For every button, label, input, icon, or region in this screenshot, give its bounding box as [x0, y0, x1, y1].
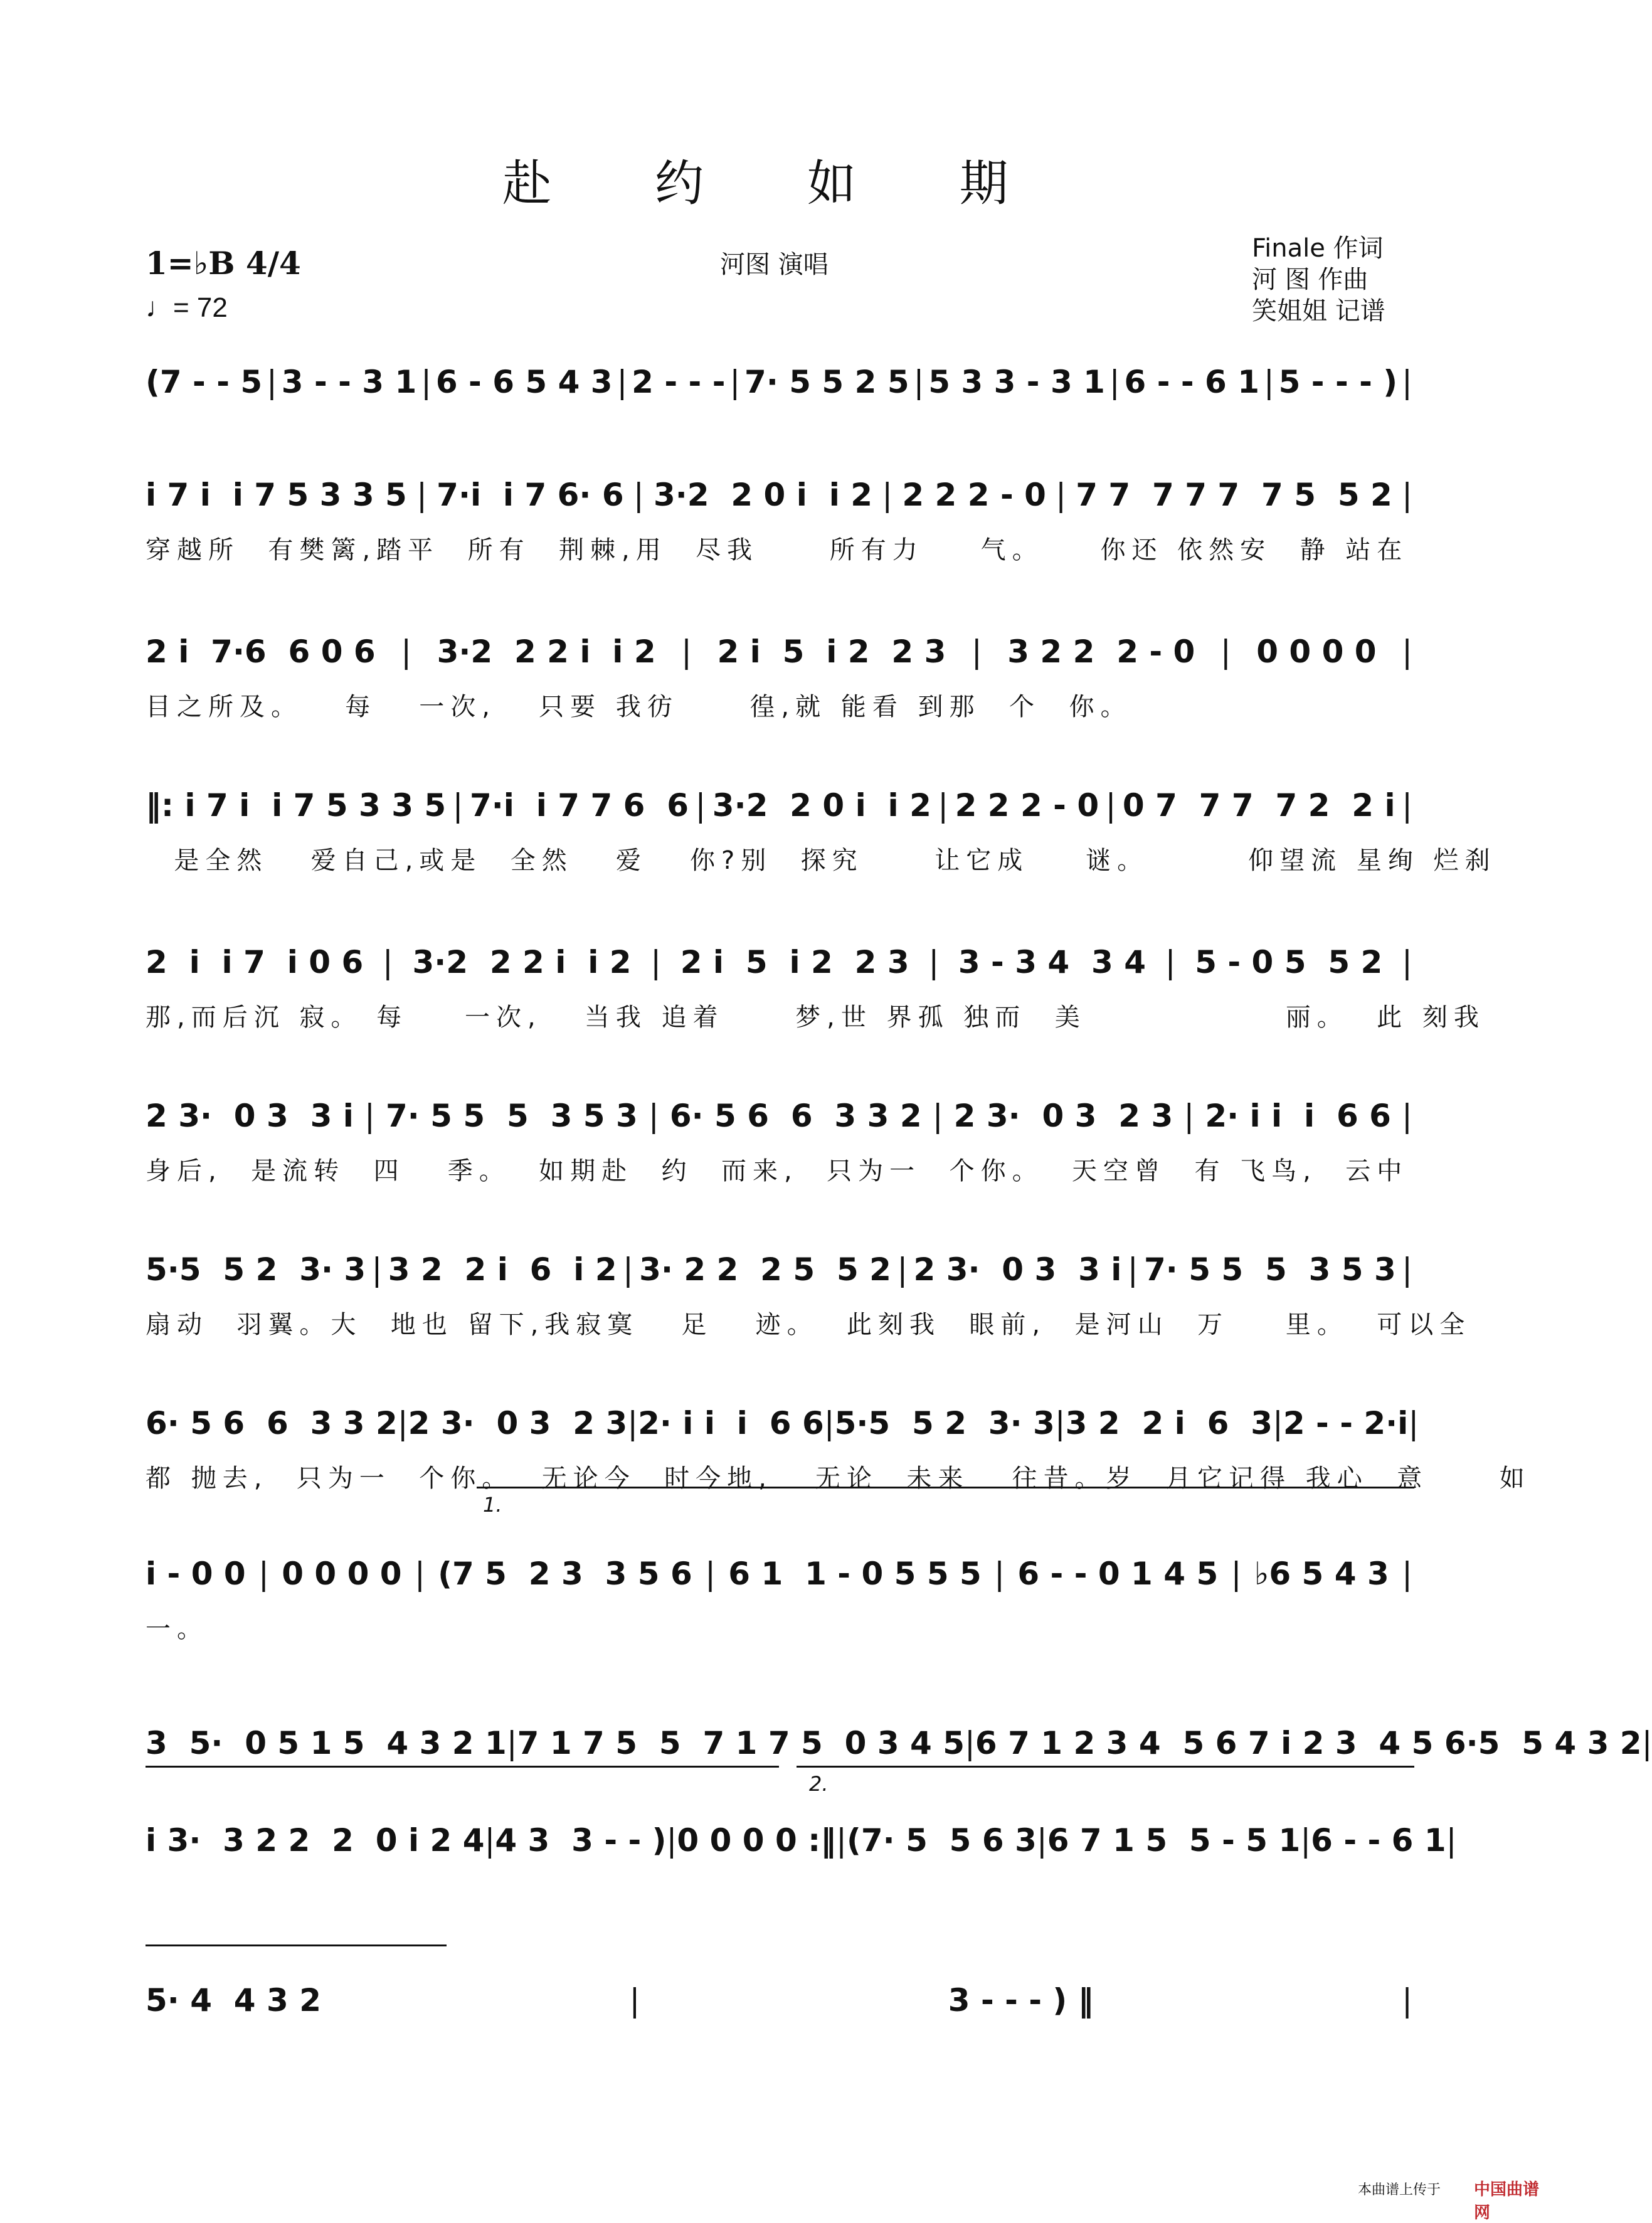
singer-credit: 河图 演唱 — [720, 250, 829, 279]
lyricist-credit: Finale 作词 — [1252, 234, 1384, 263]
bar-line: | — [1402, 787, 1412, 824]
bar-line: | — [1408, 1405, 1419, 1441]
bar-line: | — [971, 634, 982, 670]
measure: 2 3· 0 3 2 3 — [408, 1405, 628, 1441]
bar-line: | — [364, 1098, 375, 1134]
lyric-line: 那,而后沉 寂。 每 一次, 当我 追着 梦,世 界孤 独而 美 丽。 此 刻我 — [146, 1003, 1485, 1032]
bar-line: | — [1127, 1251, 1138, 1288]
measure: 2 i 7·6 6 0 6 — [146, 634, 376, 670]
notation-line — [146, 1556, 1412, 1592]
measure: 2· i i i 6 6 — [638, 1405, 824, 1441]
measure: 2 - - 2·i — [1283, 1405, 1409, 1441]
bar-line: | — [823, 1405, 835, 1441]
measure: ♭6 5 4 3 — [1254, 1556, 1389, 1592]
bar-line: | — [1402, 1982, 1412, 2019]
measure: 3 - - 3 1 — [281, 364, 417, 400]
notation-line — [146, 787, 1412, 824]
lyric-line: 一。 — [146, 1615, 208, 1643]
bar-line: | — [371, 1251, 383, 1288]
measure: i 3· 3 2 2 2 0 i 2 4 — [146, 1822, 485, 1859]
bar-line: | — [1263, 364, 1274, 400]
bar-line: | — [1036, 1822, 1047, 1859]
bar-line: | — [629, 1982, 640, 2019]
measure: 5 - - - ) — [1278, 364, 1398, 400]
measure: 2 2 2 - 0 — [902, 477, 1046, 513]
notation-line — [146, 1098, 1412, 1134]
bar-line: | — [1231, 1556, 1242, 1592]
bar-line: | — [1446, 1822, 1457, 1859]
bar-line: | — [1402, 477, 1412, 513]
bar-line: | — [1054, 1405, 1066, 1441]
volta-2-bracket-continued — [146, 1944, 447, 1946]
measure: (7· 5 5 6 3 — [847, 1822, 1037, 1859]
measure: 0 7 7 7 7 2 2 i — [1122, 787, 1395, 824]
volta-1-label: 1. — [483, 1493, 502, 1517]
volta-2-label: 2. — [809, 1772, 829, 1796]
measure: 3 - 3 4 3 4 — [958, 944, 1146, 980]
bar-line: | — [932, 1098, 943, 1134]
measure: (7 5 2 3 3 5 6 — [438, 1556, 692, 1592]
bar-line: | — [1300, 1822, 1311, 1859]
measure: 6 1 1 - 0 5 5 5 — [728, 1556, 982, 1592]
bar-line: | — [1165, 944, 1176, 980]
notation-line — [146, 1725, 1652, 1761]
bar-line: | — [267, 364, 277, 400]
measure: 2 i 5 i 2 2 3 — [717, 634, 946, 670]
bar-line: | — [1220, 634, 1231, 670]
bar-line: | — [633, 477, 644, 513]
measure: 2 i 5 i 2 2 3 — [680, 944, 909, 980]
volta-1-bracket-continued — [146, 1766, 779, 1768]
measure: 2 3· 0 3 3 i — [146, 1098, 354, 1134]
measure: 7· 5 5 5 3 5 3 — [385, 1098, 638, 1134]
bar-line: | — [627, 1405, 638, 1441]
bar-line: | — [1402, 634, 1412, 670]
bar-line: | — [622, 1251, 633, 1288]
site-logo: 中国曲谱网 — [1474, 2180, 1540, 2222]
volta-2-bracket — [797, 1766, 1414, 1768]
bar-line: | — [938, 787, 949, 824]
measure: 6 7 1 5 5 - 5 1 — [1047, 1822, 1301, 1859]
measure: 2 2 2 - 0 — [955, 787, 1099, 824]
bar-line: | — [666, 1822, 677, 1859]
measure: 2 - - - — [632, 364, 726, 400]
bar-line: | — [1402, 1251, 1412, 1288]
upload-note: 本曲谱上传于 — [1358, 2182, 1441, 2198]
bar-line: | — [913, 364, 924, 400]
notation-line — [146, 1405, 1419, 1441]
measure: 3 2 2 i 6 3 — [1065, 1405, 1273, 1441]
measure: 3·2 2 0 i i 2 — [712, 787, 931, 824]
bar-line: | — [1183, 1098, 1195, 1134]
measure: i 7 i i 7 5 3 3 5 — [146, 477, 407, 513]
measure: 0 0 0 0 — [282, 1556, 402, 1592]
bar-line: | — [1105, 787, 1116, 824]
measure: 5·5 5 2 3· 3 — [146, 1251, 366, 1288]
lyric-line: 扇动 羽翼。大 地也 留下,我寂寞 足 迹。 此刻我 眼前, 是河山 万 里。 可以全 — [146, 1310, 1471, 1339]
bar-line: | — [882, 477, 893, 513]
notation-line — [146, 634, 1412, 670]
bar-line: | — [421, 364, 432, 400]
bar-line: | — [506, 1725, 517, 1761]
bar-line: | — [1109, 364, 1120, 400]
page-title: 赴 约 如 期 — [502, 156, 1052, 212]
measure: 7 1 7 5 5 7 1 7 5 0 3 4 5 — [517, 1725, 965, 1761]
measure: 6 - 6 5 4 3 — [435, 364, 613, 400]
measure: 5· 4 4 3 2 — [146, 1982, 321, 2019]
bar-line: | — [1402, 1098, 1412, 1134]
measure: 6 - - 6 1 — [1311, 1822, 1446, 1859]
measure: 3·2 2 2 i i 2 — [437, 634, 656, 670]
measure: 7· 5 5 5 3 5 3 — [1144, 1251, 1396, 1288]
measure: 7· 5 5 2 5 — [744, 364, 909, 400]
notation-line — [146, 477, 1412, 513]
measure: 0 0 0 0 — [1256, 634, 1377, 670]
bar-line: | — [484, 1822, 495, 1859]
bar-line: | — [452, 787, 463, 824]
measure: 2 3· 0 3 3 i — [913, 1251, 1122, 1288]
bar-line: | — [681, 634, 692, 670]
bar-line: | — [836, 1822, 847, 1859]
measure: i - 0 0 — [146, 1556, 246, 1592]
measure: ‖: i 7 i i 7 5 3 3 5 — [146, 787, 447, 824]
notation-line — [146, 1822, 1457, 1859]
bar-line: | — [994, 1556, 1005, 1592]
measure: 7·i i 7 7 6 6 — [469, 787, 689, 824]
tempo-mark: ♩= 72 — [146, 292, 228, 323]
measure: 3 2 2 2 - 0 — [1007, 634, 1195, 670]
measure: 3 2 2 i 6 i 2 — [388, 1251, 617, 1288]
measure: 6· 5 6 6 3 3 2 — [146, 1405, 398, 1441]
measure: 6 - - 0 1 4 5 — [1017, 1556, 1219, 1592]
measure: 3·2 2 2 i i 2 — [412, 944, 632, 980]
lyric-line: 身后, 是流转 四 季。 如期赴 约 而来, 只为一 个你。 天空曾 有 飞鸟, 云中 — [146, 1157, 1409, 1186]
lyric-line: 穿越所 有樊篱,踏平 所有 荆棘,用 尽我 所有力 气。 你还 依然安 静 站在 — [146, 536, 1409, 565]
measure: 0 0 0 0 :‖ — [677, 1822, 837, 1859]
bar-line: | — [705, 1556, 716, 1592]
bar-line: | — [414, 1556, 425, 1592]
bar-line: | — [617, 364, 628, 400]
key-signature: 1=♭B 4/4 — [146, 245, 301, 282]
measure: 7·i i 7 6· 6 — [437, 477, 624, 513]
bar-line: | — [897, 1251, 908, 1288]
bar-line: | — [1273, 1405, 1283, 1441]
measure: (7 - - 5 — [146, 364, 263, 400]
measure: 2 i i 7 i 0 6 — [146, 944, 364, 980]
transcriber-credit: 笑姐姐 记谱 — [1252, 297, 1385, 326]
notation-line — [146, 1982, 1412, 2019]
measure: 3 5· 0 5 1 5 4 3 2 1 — [146, 1725, 507, 1761]
measure: 6 7 1 2 3 4 5 6 7 i 2 3 4 5 6·5 5 4 3 2 — [975, 1725, 1642, 1761]
bar-line: | — [397, 1405, 408, 1441]
bar-line: | — [416, 477, 427, 513]
bar-line: | — [1402, 1556, 1412, 1592]
measure: 3 - - - ) ‖ — [948, 1982, 1094, 2019]
bar-line: | — [695, 787, 706, 824]
volta-1-bracket — [477, 1487, 1414, 1488]
bar-line: | — [648, 1098, 659, 1134]
measure: 2 3· 0 3 2 3 — [953, 1098, 1173, 1134]
bar-line: | — [965, 1725, 975, 1761]
lyric-line: 目之所及。 每 一次, 只要 我彷 徨,就 能看 到那 个 你。 — [146, 692, 1132, 721]
bar-line: | — [1056, 477, 1066, 513]
measure: 6 - - 6 1 — [1124, 364, 1260, 400]
bar-line: | — [382, 944, 393, 980]
bar-line: | — [1641, 1725, 1652, 1761]
notation-line — [146, 944, 1412, 980]
measure: 5·5 5 2 3· 3 — [834, 1405, 1055, 1441]
measure: 2· i i i 6 6 — [1205, 1098, 1391, 1134]
bar-line: | — [1402, 944, 1412, 980]
notation-line — [146, 1251, 1412, 1288]
bar-line: | — [401, 634, 412, 670]
bar-line: | — [1402, 364, 1412, 400]
lyric-line: 是全然 爱自己,或是 全然 爱 你?别 探究 让它成 谜。 仰望流 星绚 烂刹 — [146, 846, 1496, 875]
measure: 5 3 3 - 3 1 — [928, 364, 1105, 400]
measure: 5 - 0 5 5 2 — [1195, 944, 1383, 980]
measure: 7 7 7 7 7 7 5 5 2 — [1076, 477, 1392, 513]
measure: 4 3 3 - - ) — [495, 1822, 667, 1859]
measure: 3·2 2 0 i i 2 — [653, 477, 873, 513]
bar-line: | — [258, 1556, 269, 1592]
lyric-line: 都 抛去, 只为一 个你。 无论今 时今地, 无论 未来 往昔。岁 月它记得 我心 意 如 — [146, 1464, 1531, 1493]
notation-line — [146, 364, 1412, 400]
composer-credit: 河 图 作曲 — [1252, 265, 1369, 294]
bar-line: | — [650, 944, 662, 980]
bar-line: | — [729, 364, 741, 400]
measure: 3· 2 2 2 5 5 2 — [639, 1251, 891, 1288]
bar-line: | — [928, 944, 940, 980]
measure: 6· 5 6 6 3 3 2 — [669, 1098, 922, 1134]
